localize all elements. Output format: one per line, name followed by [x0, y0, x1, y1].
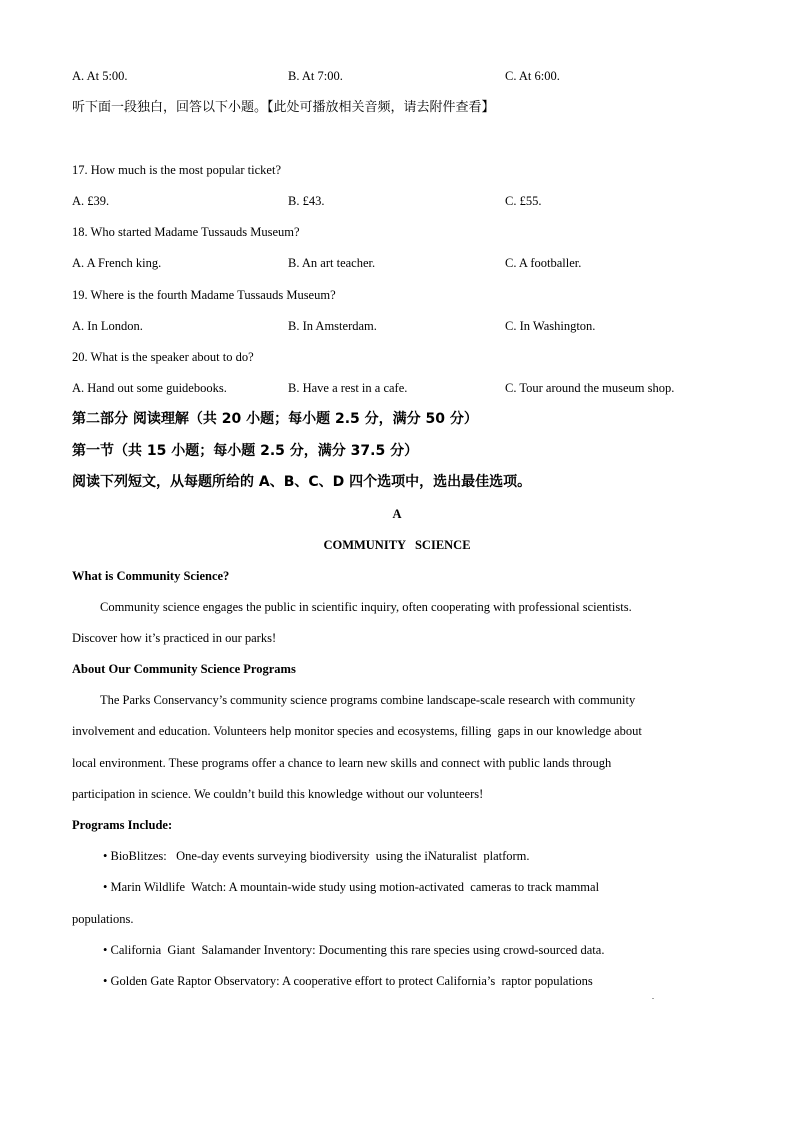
question-18: 18. Who started Madame Tussauds Museum? [72, 225, 300, 239]
q20-option-c: C. Tour around the museum shop. [505, 381, 675, 395]
passage-title: COMMUNITY SCIENCE [323, 538, 471, 552]
heading-about-programs: About Our Community Science Programs [72, 662, 296, 676]
passage-letter: A [392, 507, 402, 521]
q20-option-a: A. Hand out some guidebooks. [72, 381, 227, 395]
bullet-bioblitzes: • BioBlitzes: One-day events surveying biodiversity using the iNaturalist platform. [103, 849, 530, 863]
paragraph-1-line-2: Discover how it’s practiced in our parks! [72, 631, 277, 645]
question-20: 20. What is the speaker about to do? [72, 350, 254, 364]
paragraph-1-line-1: Community science engages the public in scientific inquiry, often cooperating with professional scientists. [100, 600, 632, 614]
option-c: C. At 6:00. [505, 69, 560, 83]
bullet-salamander: • California Giant Salamander Inventory: Documenting this rare species using crowd-sourced data. [103, 943, 605, 957]
bullet-marin-wildlife-line-1: • Marin Wildlife Watch: A mountain-wide study using motion-activated cameras to track mammal [103, 880, 600, 894]
paragraph-2-line-3: local environment. These programs offer a chance to learn new skills and connect with public lands through [72, 756, 612, 770]
monologue-instruction: 听下面一段独白，回答以下小题。【此处可播放相关音频，请去附件查看】 [72, 100, 495, 115]
reading-instruction: 阅读下列短文，从每题所给的 A、B、C、D 四个选项中，选出最佳选项。 [72, 474, 532, 490]
heading-programs-include: Programs Include: [72, 818, 173, 832]
q17-option-b: B. £43. [288, 194, 325, 208]
bullet-marin-wildlife-line-2: populations. [72, 912, 134, 926]
paragraph-2-line-1: The Parks Conservancy’s community science programs combine landscape-scale research with community [100, 693, 636, 707]
trailing-dot: . [652, 992, 654, 1001]
q18-option-b: B. An art teacher. [288, 256, 376, 270]
q18-option-c: C. A footballer. [505, 256, 582, 270]
paragraph-2-line-4: participation in science. We couldn’t build this knowledge without our volunteers! [72, 787, 484, 801]
question-19: 19. Where is the fourth Madame Tussauds Museum? [72, 288, 336, 302]
part2-heading: 第二部分 阅读理解（共 20 小题；每小题 2.5 分，满分 50 分） [72, 411, 478, 427]
q19-option-a: A. In London. [72, 319, 143, 333]
q19-option-b: B. In Amsterdam. [288, 319, 377, 333]
bullet-raptor: • Golden Gate Raptor Observatory: A cooperative effort to protect California’s raptor populations [103, 974, 593, 988]
question-17: 17. How much is the most popular ticket? [72, 163, 281, 177]
q19-option-c: C. In Washington. [505, 319, 596, 333]
q20-option-b: B. Have a rest in a cafe. [288, 381, 408, 395]
heading-what-is: What is Community Science? [72, 569, 230, 583]
q17-option-a: A. £39. [72, 194, 110, 208]
section1-heading: 第一节（共 15 小题；每小题 2.5 分，满分 37.5 分） [72, 443, 419, 459]
paragraph-2-line-2: involvement and education. Volunteers help monitor species and ecosystems, filling gaps in our knowledge about [72, 724, 642, 738]
q17-option-c: C. £55. [505, 194, 542, 208]
option-a: A. At 5:00. [72, 69, 128, 83]
option-b: B. At 7:00. [288, 69, 343, 83]
q18-option-a: A. A French king. [72, 256, 162, 270]
